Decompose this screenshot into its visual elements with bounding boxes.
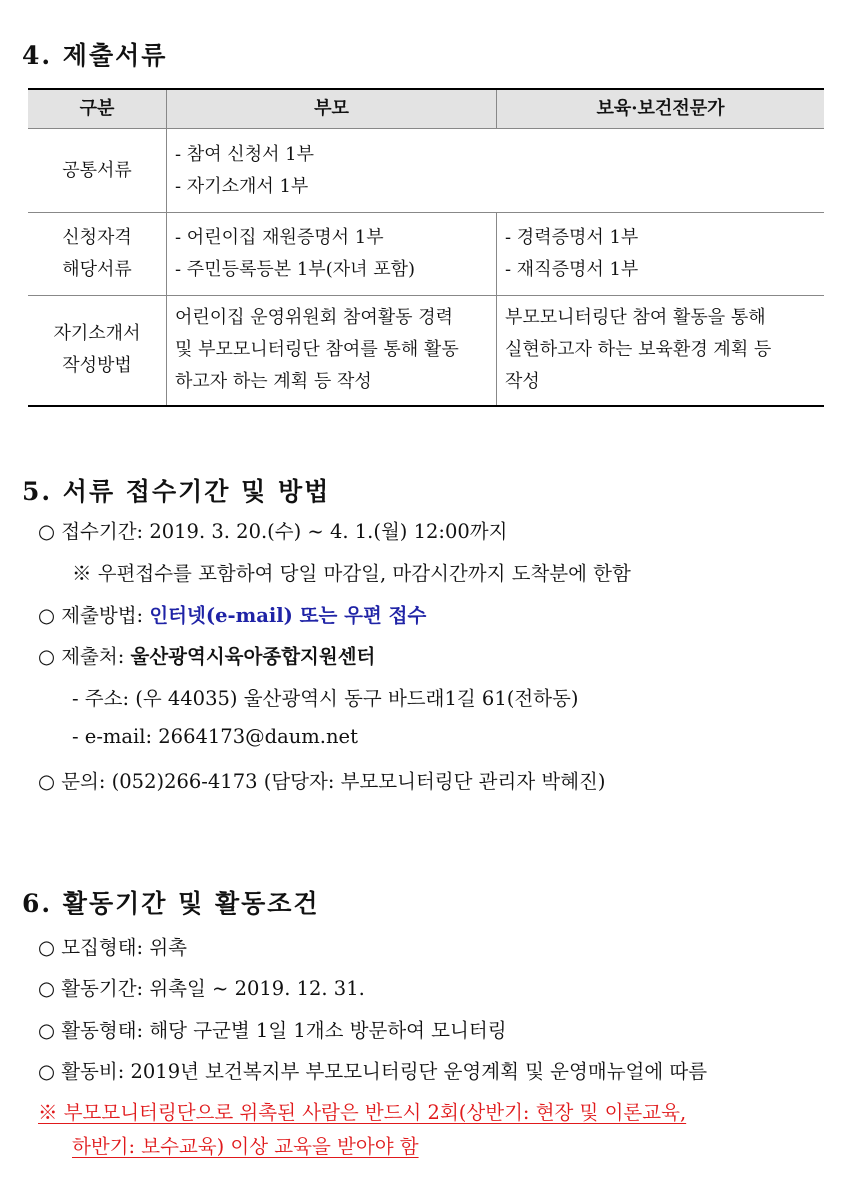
list-item: ○ 활동비: 2019년 보건복지부 부모모니터링단 운영계획 및 운영매뉴얼에 따름 xyxy=(38,1060,708,1083)
intro-parent xyxy=(167,296,497,406)
list-item: - 자기소개서 1부 xyxy=(175,175,309,197)
submission-place xyxy=(38,641,375,669)
category-line: 작성방법 xyxy=(62,355,132,377)
list-item: - 어린이집 재원증명서 1부 xyxy=(175,227,384,248)
section6-title: 6. 활동기간 및 활동조건 xyxy=(22,889,320,918)
place-label: ○ 제출처: xyxy=(38,645,131,668)
table-header-row xyxy=(28,89,824,129)
method-label: ○ 제출방법: xyxy=(38,604,150,627)
documents-table xyxy=(28,88,824,407)
intro-expert xyxy=(497,296,825,406)
text-line: 실현하고자 하는 보육환경 계획 등 xyxy=(505,339,772,361)
email: - e-mail: 2664173@daum.net xyxy=(72,725,358,748)
section5-title: 5. 서류 접수기간 및 방법 xyxy=(22,477,331,506)
category-line: 자기소개서 xyxy=(53,323,141,345)
list-item: - 경력증명서 1부 xyxy=(505,227,639,248)
category-line: 해당서류 xyxy=(62,259,132,280)
intro-category xyxy=(28,296,167,406)
contact: ○ 문의: (052)266-4173 (담당자: 부모모니터링단 관리자 박혜진) xyxy=(38,770,606,793)
category-line: 신청자격 xyxy=(62,227,132,248)
header-expert: 보육·보건전문가 xyxy=(497,89,825,129)
common-category: 공통서류 xyxy=(28,129,167,213)
text-line: 작성 xyxy=(505,371,540,393)
table-row xyxy=(28,296,824,406)
place-value: 울산광역시육아종합지원센터 xyxy=(130,645,376,668)
address: - 주소: (우 44035) 울산광역시 동구 바드래1길 61(전하동) xyxy=(72,687,579,710)
table-row xyxy=(28,129,824,213)
text-line: 및 부모모니터링단 참여를 통해 활동 xyxy=(175,339,459,361)
common-items xyxy=(167,129,825,213)
qualification-category xyxy=(28,213,167,296)
submission-method xyxy=(38,600,426,628)
period-note: ※ 우편접수를 포함하여 당일 마감일, 마감시간까지 도착분에 한함 xyxy=(72,562,631,585)
header-category: 구분 xyxy=(28,89,167,129)
list-item: - 주민등록등본 1부(자녀 포함) xyxy=(175,259,416,280)
table-row xyxy=(28,213,824,296)
method-value: 인터넷(e-mail) 또는 우편 접수 xyxy=(149,604,427,627)
list-item: - 재직증명서 1부 xyxy=(505,259,639,280)
section4-title: 4. 제출서류 xyxy=(22,41,168,70)
list-item: ○ 모집형태: 위촉 xyxy=(38,936,188,959)
text-line: 어린이집 운영위원회 참여활동 경력 xyxy=(175,307,453,329)
text-line: 부모모니터링단 참여 활동을 통해 xyxy=(505,307,766,329)
submission-period: ○ 접수기간: 2019. 3. 20.(수) ~ 4. 1.(월) 12:00까지 xyxy=(38,520,508,543)
list-item: ○ 활동기간: 위촉일 ~ 2019. 12. 31. xyxy=(38,977,365,1000)
text-line: 하고자 하는 계획 등 작성 xyxy=(175,371,372,393)
qualification-expert xyxy=(497,213,825,296)
list-item: - 참여 신청서 1부 xyxy=(175,143,315,165)
list-item: ○ 활동형태: 해당 구군별 1일 1개소 방문하여 모니터링 xyxy=(38,1019,507,1042)
education-notice-line1: ※ 부모모니터링단으로 위촉된 사람은 반드시 2회(상반기: 현장 및 이론교육, xyxy=(38,1101,687,1124)
qualification-parent xyxy=(167,213,497,296)
education-notice-line2: 하반기: 보수교육) 이상 교육을 받아야 함 xyxy=(72,1135,419,1158)
header-parent: 부모 xyxy=(167,89,497,129)
